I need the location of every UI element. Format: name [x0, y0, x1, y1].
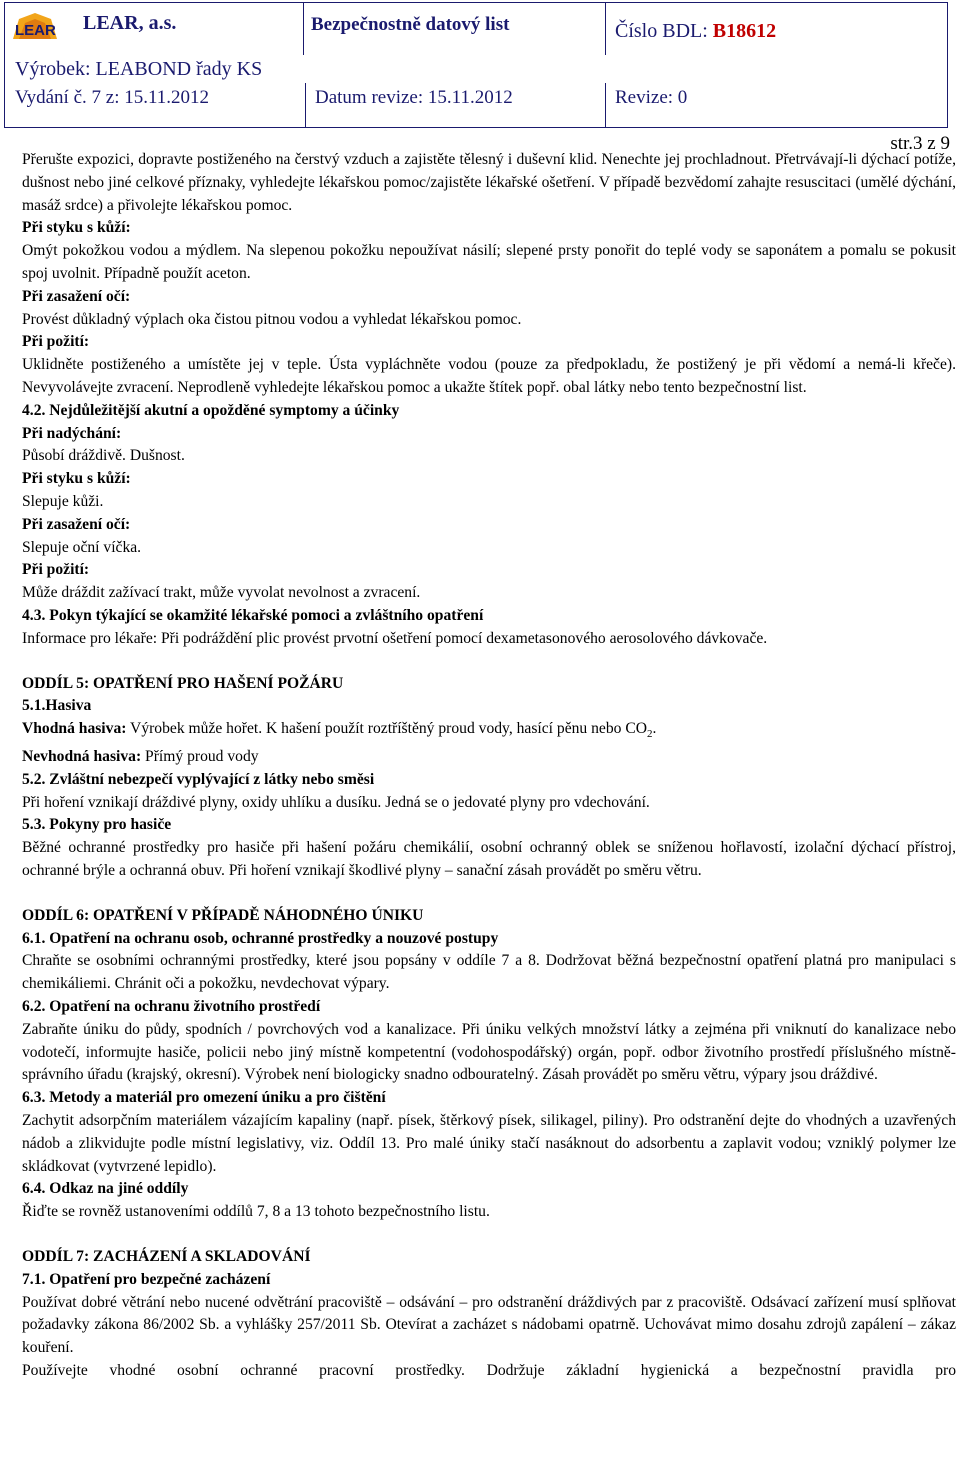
subheading: Při zasažení očí: [22, 287, 131, 305]
chapter-title: ODDÍL 7: ZACHÁZENÍ A SKLADOVÁNÍ [22, 1247, 311, 1265]
section-heading: 4.2. Nejdůležitější akutní a opožděné symptomy a účinky [22, 401, 400, 419]
document-body [22, 149, 956, 1383]
section-heading: 7.1. Opatření pro bezpečné zacházení [22, 1270, 271, 1288]
paragraph: Omýt pokožkou vodou a mýdlem. Na slepenou pokožku nepoužívat násilí; slepené prsty ponořit do teplé vody se saponátem a pomalu se pokusit spoj uvolnit. Případně použít aceton. [22, 242, 956, 282]
header-divider [605, 3, 606, 55]
header-divider [305, 83, 306, 127]
product-name: Výrobek: LEABOND řady KS [15, 58, 263, 80]
subheading: Při požití: [22, 561, 90, 579]
header-divider [605, 83, 606, 127]
section-heading: 5.1.Hasiva [22, 697, 92, 715]
paragraph [22, 718, 956, 746]
company-name: LEAR, a.s. [83, 12, 177, 34]
subheading: Při požití: [22, 333, 90, 351]
section-heading: 4.3. Pokyn týkající se okamžité lékařské pomoci a zvláštního opatření [22, 606, 484, 624]
section-heading: 5.2. Zvláštní nebezpečí vyplývající z látky nebo směsi [22, 770, 375, 788]
bdl-value: B18612 [712, 20, 777, 42]
subheading: Při styku s kůží: [22, 470, 131, 488]
paragraph: Slepuje oční víčka. [22, 538, 142, 556]
paragraph: Zabraňte úniku do půdy, spodních / povrchových vod a kanalizace. Při úniku velkých množství látky a zejména při vniknutí do kanalizace nebo vodotečí, informujte hasiče, policii nebo jiný místně kompetentní (vodohospodářský) orgán, popř. odbor životního prostředí příslušného místně-správního úřadu (krajský, okresní). Výrobek není biologicky snadno odbouratelný. Zásah provádět po směru větru, výpary jsou dráždivé. [22, 1020, 956, 1084]
document-header [4, 2, 948, 128]
section-heading: 6.1. Opatření na ochranu osob, ochranné prostředky a nouzové postupy [22, 929, 499, 947]
logo-text: LEAR [15, 22, 56, 39]
paragraph: Používat dobré větrání nebo nucené odvětrání pracoviště – odsávání – pro odstranění dráždivých par z pracoviště. Odsávací zařízení musí splňovat požadavky zákona 86/2002 Sb. a vyhlášky 257/2011 Sb. Otevírat a zacházet s nádobami opatrně. Uchovávat mimo dosahu zdrojů zapálení – zákaz kouření. [22, 1293, 956, 1357]
document-title: Bezpečnostně datový list [311, 14, 510, 35]
paragraph: Slepuje kůži. [22, 492, 104, 510]
section-heading: 5.3. Pokyny pro hasiče [22, 816, 172, 834]
paragraph: Působí dráždivě. Dušnost. [22, 447, 185, 465]
chapter-title: ODDÍL 5: OPATŘENÍ PRO HAŠENÍ POŽÁRU [22, 674, 344, 692]
bdl-number [615, 20, 776, 43]
chapter-title: ODDÍL 6: OPATŘENÍ V PŘÍPADĚ NÁHODNÉHO ÚNIKU [22, 906, 424, 924]
revision-date: Datum revize: 15.11.2012 [315, 87, 513, 108]
paragraph: Běžné ochranné prostředky pro hasiče při hašení požáru chemikálií, osobní ochranný oblek se sníženou hořlavostí, izolační dýchací přístroj, ochranné brýle a ochranná obuv. Při hoření vznikají škodlivé plyny – sanační zásah provádět po směru větru. [22, 839, 956, 880]
paragraph: Uklidněte postiženého a umístěte jej v teple. Ústa vypláchněte vodou (pouze za předpokladu, že postižený je při vědomí a nemá-li křeče). Nevyvolávejte zvracení. Neprodleně vyhledejte lékařskou pomoc a ukažte štítek popř. obal látky nebo tento bezpečnostní list. [22, 356, 956, 396]
issue-date: Vydání č. 7 z: 15.11.2012 [15, 87, 210, 108]
page-number: str.3 z 9 [890, 133, 950, 154]
section-heading: 6.2. Opatření na ochranu životního prostředí [22, 998, 321, 1015]
label: Vhodná hasiva: [22, 720, 127, 738]
paragraph: Provést důkladný výplach oka čistou pitnou vodou a vyhledat lékařskou pomoc. [22, 310, 522, 328]
bdl-label: Číslo BDL: [615, 20, 708, 42]
revision-number: Revize: 0 [615, 87, 688, 108]
lear-logo [9, 9, 61, 49]
header-divider [303, 3, 304, 55]
label: Nevhodná hasiva: [22, 748, 142, 766]
paragraph: Používejte vhodné osobní ochranné pracovní prostředky. Dodržuje základní hygienická a bezpečnostní pravidla pro [22, 1361, 956, 1379]
text: Přímý proud vody [141, 748, 259, 766]
paragraph: Informace pro lékaře: Při podráždění plic provést prvotní ošetření pomocí dexametasonového aerosolového dávkovače. [22, 629, 768, 647]
paragraph: Chraňte se osobními ochrannými prostředky, které jsou popsány v oddíle 7 a 8. Dodržovat běžná bezpečnostní opatření platná pro manipulaci s chemikáliemi. Chránit oči a pokožku, nevdechovat výpary. [22, 952, 956, 993]
paragraph: Při hoření vznikají dráždivé plyny, oxidy uhlíku a dusíku. Jedná se o jedovaté plyny pro vdechování. [22, 793, 650, 811]
section-heading: 6.4. Odkaz na jiné oddíly [22, 1180, 189, 1198]
section-heading: 6.3. Metody a materiál pro omezení úniku a pro čištění [22, 1089, 386, 1107]
text: Výrobek může hořet. K hašení použít roztříštěný proud vody, hasící pěnu nebo CO [126, 720, 647, 738]
subheading: Při styku s kůží: [22, 219, 131, 237]
paragraph: Přerušte expozici, dopravte postiženého na čerstvý vzduch a zajistěte tělesný i duševní klid. Nenechte jej prochladnout. Přetrvávají-li dýchací potíže, dušnost nebo jiné celkové příznaky, vyhledejte lékařskou pomoc/zajistěte lékařské ošetření. V případě bezvědomí zahajte resuscitaci (umělé dýchání, masáž srdce) a přivolejte lékařskou pomoc. [22, 151, 956, 214]
paragraph [22, 746, 956, 769]
text: . [652, 720, 657, 738]
paragraph: Může dráždit zažívací trakt, může vyvolat nevolnost a zvracení. [22, 584, 421, 602]
subheading: Při zasažení očí: [22, 515, 131, 533]
paragraph: Zachytit adsorpčním materiálem vázajícím kapaliny (např. písek, štěrkový písek, silikagel, piliny). Pro odstranění dejte do vhodných a uzavřených nádob a zlikvidujte podle místní legislativy, viz. Oddíl 13. Pro malé úniky stačí nasáknout do adsorbentu a zaplavit vodou; vzniklý polymer lze skládkovat (vytvrzené lepidlo). [22, 1111, 956, 1175]
subscript: 2 [646, 728, 653, 741]
subheading: Při nadýchání: [22, 424, 122, 442]
paragraph: Řiďte se rovněž ustanoveními oddílů 7, 8 a 13 tohoto bezpečnostního listu. [22, 1203, 490, 1221]
